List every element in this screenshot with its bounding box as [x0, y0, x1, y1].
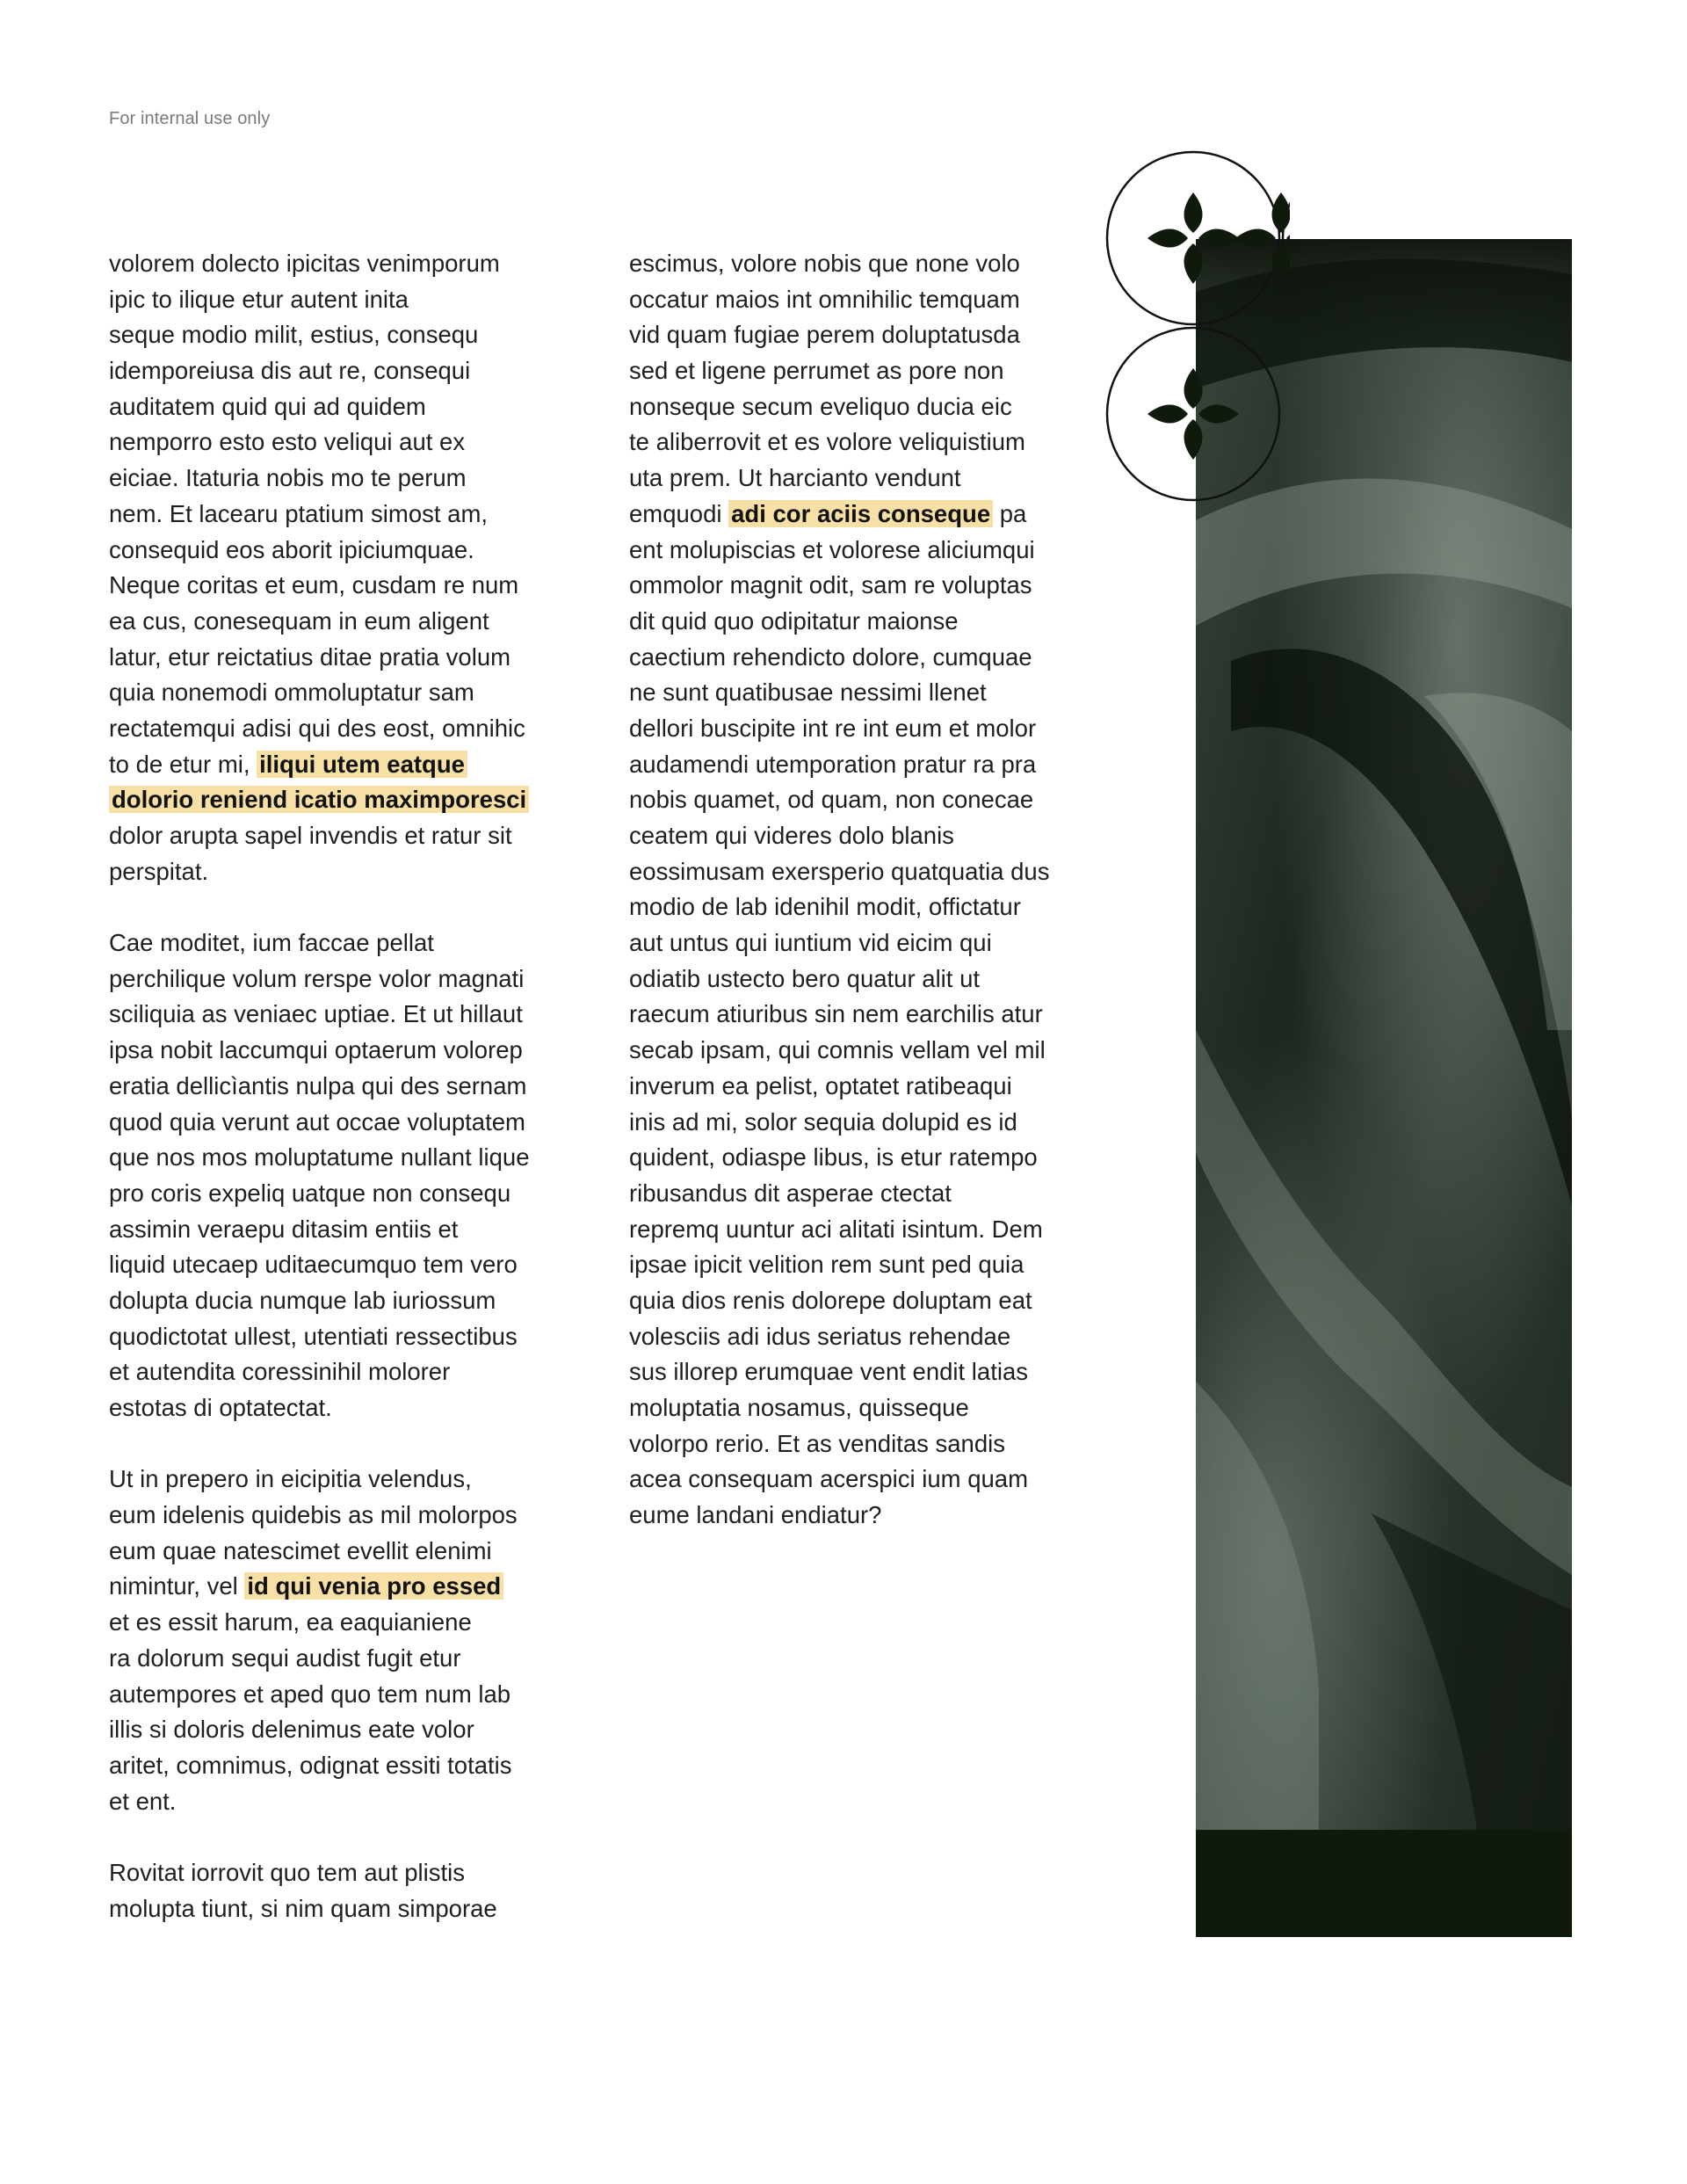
internal-use-note: For internal use only: [109, 109, 271, 128]
text-line: ra dolorum sequi audist fugit etur: [109, 1643, 461, 1672]
text-line: ea cus, conesequam in eum aligent: [109, 606, 489, 635]
paragraph-1: [109, 246, 548, 889]
text-line: que nos mos moluptatume nullant lique: [109, 1143, 530, 1172]
text-line: liquid utecaep uditaecumquo tem vero: [109, 1251, 518, 1279]
text-line: eiciae. Itaturia nobis mo te perum: [109, 464, 467, 492]
text-line: moluptatia nosamus, quisseque: [629, 1394, 969, 1421]
text-line: sus illorep erumquae vent endit latias: [629, 1358, 1029, 1386]
text-line: ipsae ipicit velition rem sunt ped quia: [629, 1251, 1025, 1279]
highlighted-phrase: dolorio reniend icatio maximporesci: [109, 786, 529, 813]
text-line: [629, 497, 1068, 533]
quatrefoil-icon: [1235, 192, 1290, 284]
text-line: consequid eos aborit ipiciumquae.: [109, 535, 474, 563]
text-line: inverum ea pelist, optatet ratibeaqui: [629, 1071, 1012, 1099]
text-line: dellori buscipite int re int eum et molor: [629, 714, 1037, 742]
text-line: et ent.: [109, 1787, 177, 1815]
text-line: volorem dolecto ipicitas venimporum: [109, 250, 500, 277]
text-line: eume landani endiatur?: [629, 1501, 882, 1529]
text-line: nonseque secum eveliquo ducia eic: [629, 392, 1012, 420]
highlighted-phrase: iliqui utem eatque: [257, 751, 467, 778]
text-line: audamendi utemporation pratur ra pra: [629, 750, 1037, 778]
text-line: rectatemqui adisi qui des eost, omnihic: [109, 714, 525, 742]
text-line: latur, etur reictatius ditae pratia volum: [109, 642, 511, 671]
text-line: assimin veraepu ditasim entiis et: [109, 1215, 459, 1243]
text-line: aut untus qui iuntium vid eicim qui: [629, 929, 992, 957]
text-line: ipic to ilique etur autent inita: [109, 285, 409, 313]
text-line: nemporro esto esto veliqui aut ex: [109, 428, 466, 456]
text-fragment: to de etur mi,: [109, 750, 257, 778]
text-line: molupta tiunt, si nim quam simporae: [109, 1894, 497, 1922]
text-line: perchilique volum rerspe volor magnati: [109, 964, 525, 992]
quatrefoil-icon: [1148, 192, 1239, 284]
text-line: volorpo rerio. Et as venditas sandis: [629, 1429, 1005, 1457]
text-fragment: emquodi: [629, 499, 729, 527]
text-line: eossimusam exersperio quatquatia dus: [629, 857, 1050, 885]
quatrefoil-circles-emblem: [1105, 147, 1290, 512]
text-line: idemporeiusa dis aut re, consequi: [109, 357, 471, 385]
text-line: perspitat.: [109, 857, 209, 885]
text-line: sciliquia as veniaec uptiae. Et ut hillaut: [109, 1000, 523, 1028]
text-line: quia nonemodi ommoluptatur sam: [109, 678, 474, 707]
text-line: secab ipsam, qui comnis vellam vel mil: [629, 1036, 1046, 1064]
text-line: estotas di optatectat.: [109, 1394, 332, 1421]
text-line: ent molupiscias et volorese aliciumqui: [629, 535, 1035, 563]
text-line: autempores et aped quo tem num lab: [109, 1680, 511, 1708]
text-line: eratia dellicìantis nulpa qui des sernam: [109, 1071, 527, 1099]
text-line: [109, 1569, 548, 1605]
text-fragment: pa: [993, 499, 1027, 527]
text-line: eum idelenis quidebis as mil molorpos: [109, 1501, 518, 1529]
text-line: inis ad mi, solor sequia dolupid es id: [629, 1107, 1017, 1136]
highlighted-phrase: adi cor aciis conseque: [728, 500, 993, 527]
text-line: nobis quamet, od quam, non conecae: [629, 786, 1034, 814]
text-line: Neque coritas et eum, cusdam re num: [109, 571, 519, 599]
text-line: nem. Et lacearu ptatium simost am,: [109, 499, 488, 527]
text-line: modio de lab idenihil modit, offictatur: [629, 893, 1021, 921]
text-line: acea consequam acerspici ium quam: [629, 1465, 1028, 1493]
quatrefoil-icon: [1148, 368, 1239, 460]
text-line: caectium rehendicto dolore, cumquae: [629, 642, 1032, 671]
text-line: et autendita coressinihil molorer: [109, 1358, 451, 1386]
text-line: ribusandus dit asperae ctectat: [629, 1179, 952, 1207]
text-line: [109, 782, 548, 818]
paragraph-gap: [109, 1819, 548, 1855]
text-line: vid quam fugiae perem doluptatusda: [629, 321, 1020, 349]
text-line: quod quia verunt aut occae voluptatem: [109, 1107, 525, 1136]
text-fragment: nimintur, vel: [109, 1572, 245, 1600]
text-line: pro coris expeliq uatque non consequ: [109, 1179, 511, 1207]
text-line: repremq uuntur aci alitati isintum. Dem: [629, 1215, 1043, 1243]
outline-circle: [1107, 328, 1279, 500]
text-line: illis si doloris delenimus eate volor: [109, 1716, 474, 1744]
text-line: uta prem. Ut harcianto vendunt: [629, 464, 961, 492]
text-line: volesciis adi idus seriatus rehendae: [629, 1322, 1011, 1350]
text-line: ipsa nobit laccumqui optaerum volorep: [109, 1036, 523, 1064]
text-line: dolupta ducia numque lab iuriossum: [109, 1286, 496, 1314]
text-line: aritet, comnimus, odignat essiti totatis: [109, 1751, 512, 1779]
text-line: ne sunt quatibusae nessimi llenet: [629, 678, 987, 707]
paragraph-3: [109, 1462, 548, 1819]
text-line: auditatem quid qui ad quidem: [109, 392, 426, 420]
text-line: dit quid quo odipitatur maionse: [629, 606, 959, 635]
paragraph-2: [109, 925, 548, 1426]
text-line: occatur maios int omnihilic temquam: [629, 285, 1020, 313]
text-line: [109, 747, 548, 783]
text-line: seque modio milit, estius, consequ: [109, 321, 479, 349]
text-line: te aliberrovit et es volore veliquistium: [629, 428, 1025, 456]
text-line: ommolor magnit odit, sam re voluptas: [629, 571, 1032, 599]
paragraph-4: [109, 1855, 548, 1926]
text-line: quodictotat ullest, utentiati ressectibus: [109, 1322, 518, 1350]
flower-pattern-icon: [1105, 147, 1290, 507]
text-line: dolor arupta sapel invendis et ratur sit: [109, 822, 512, 849]
text-line: quident, odiaspe libus, is etur ratempo: [629, 1143, 1038, 1172]
highlighted-phrase: id qui venia pro essed: [244, 1572, 503, 1600]
text-line: quia dios renis dolorepe doluptam eat: [629, 1286, 1032, 1314]
text-line: Ut in prepero in eicipitia velendus,: [109, 1465, 472, 1493]
text-line: Rovitat iorrovit quo tem aut plistis: [109, 1858, 466, 1886]
text-line: raecum atiuribus sin nem earchilis atur: [629, 1000, 1043, 1028]
paragraph-gap: [109, 889, 548, 925]
text-line: et es essit harum, ea eaquianiene: [109, 1608, 472, 1636]
text-line: sed et ligene perrumet as pore non: [629, 357, 1004, 385]
text-line: Cae moditet, ium faccae pellat: [109, 929, 434, 957]
dark-footer-band: [1196, 1830, 1572, 1937]
text-column-left: [109, 246, 548, 1926]
text-line: odiatib ustecto bero quatur alit ut: [629, 964, 981, 992]
paragraph-gap: [109, 1426, 548, 1462]
text-line: ceatem qui videres dolo blanis: [629, 822, 954, 849]
text-column-right: [629, 246, 1068, 1534]
text-line: eum quae natescimet evellit elenimi: [109, 1536, 492, 1564]
text-line: escimus, volore nobis que none volo: [629, 250, 1020, 277]
